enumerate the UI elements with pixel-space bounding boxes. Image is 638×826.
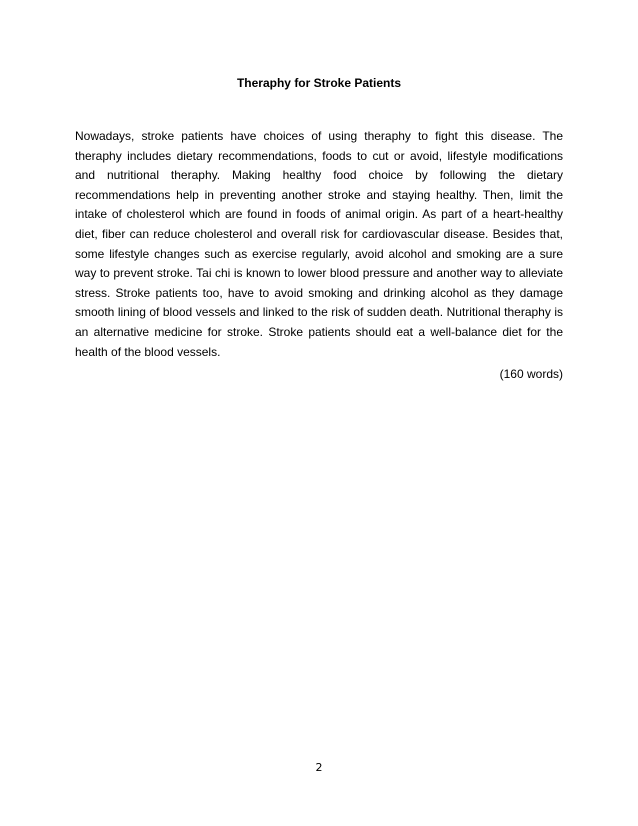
body-paragraph: Nowadays, stroke patients have choices of using theraphy to fight this disease. The theraphy includes dietary recommendations, foods to cut or avoid, lifestyle modifications and nutritional theraphy. Making healthy food choice by following the dietary recommendations help in preventing another stroke and staying healthy. Then, limit the intake of cholesterol which are found in foods of animal origin. As part of a heart-healthy diet, fiber can reduce cholesterol and overall risk for cardiovascular disease. Besides that, some lifestyle changes such as exercise regularly, avoid alcohol and smoking are a sure way to prevent stroke. Tai chi is known to lower blood pressure and another way to alleviate stress. Stroke patients too, have to avoid smoking and drinking alcohol as they damage smooth lining of blood vessels and linked to the risk of sudden death. Nutritional theraphy is an alternative medicine for stroke. Stroke patients should eat a well-balance diet for the health of the blood vessels. bbox=[75, 129, 563, 359]
word-count: (160 words) bbox=[499, 367, 563, 381]
document-title: Theraphy for Stroke Patients bbox=[236, 76, 402, 90]
page-number: 2 bbox=[315, 761, 323, 774]
